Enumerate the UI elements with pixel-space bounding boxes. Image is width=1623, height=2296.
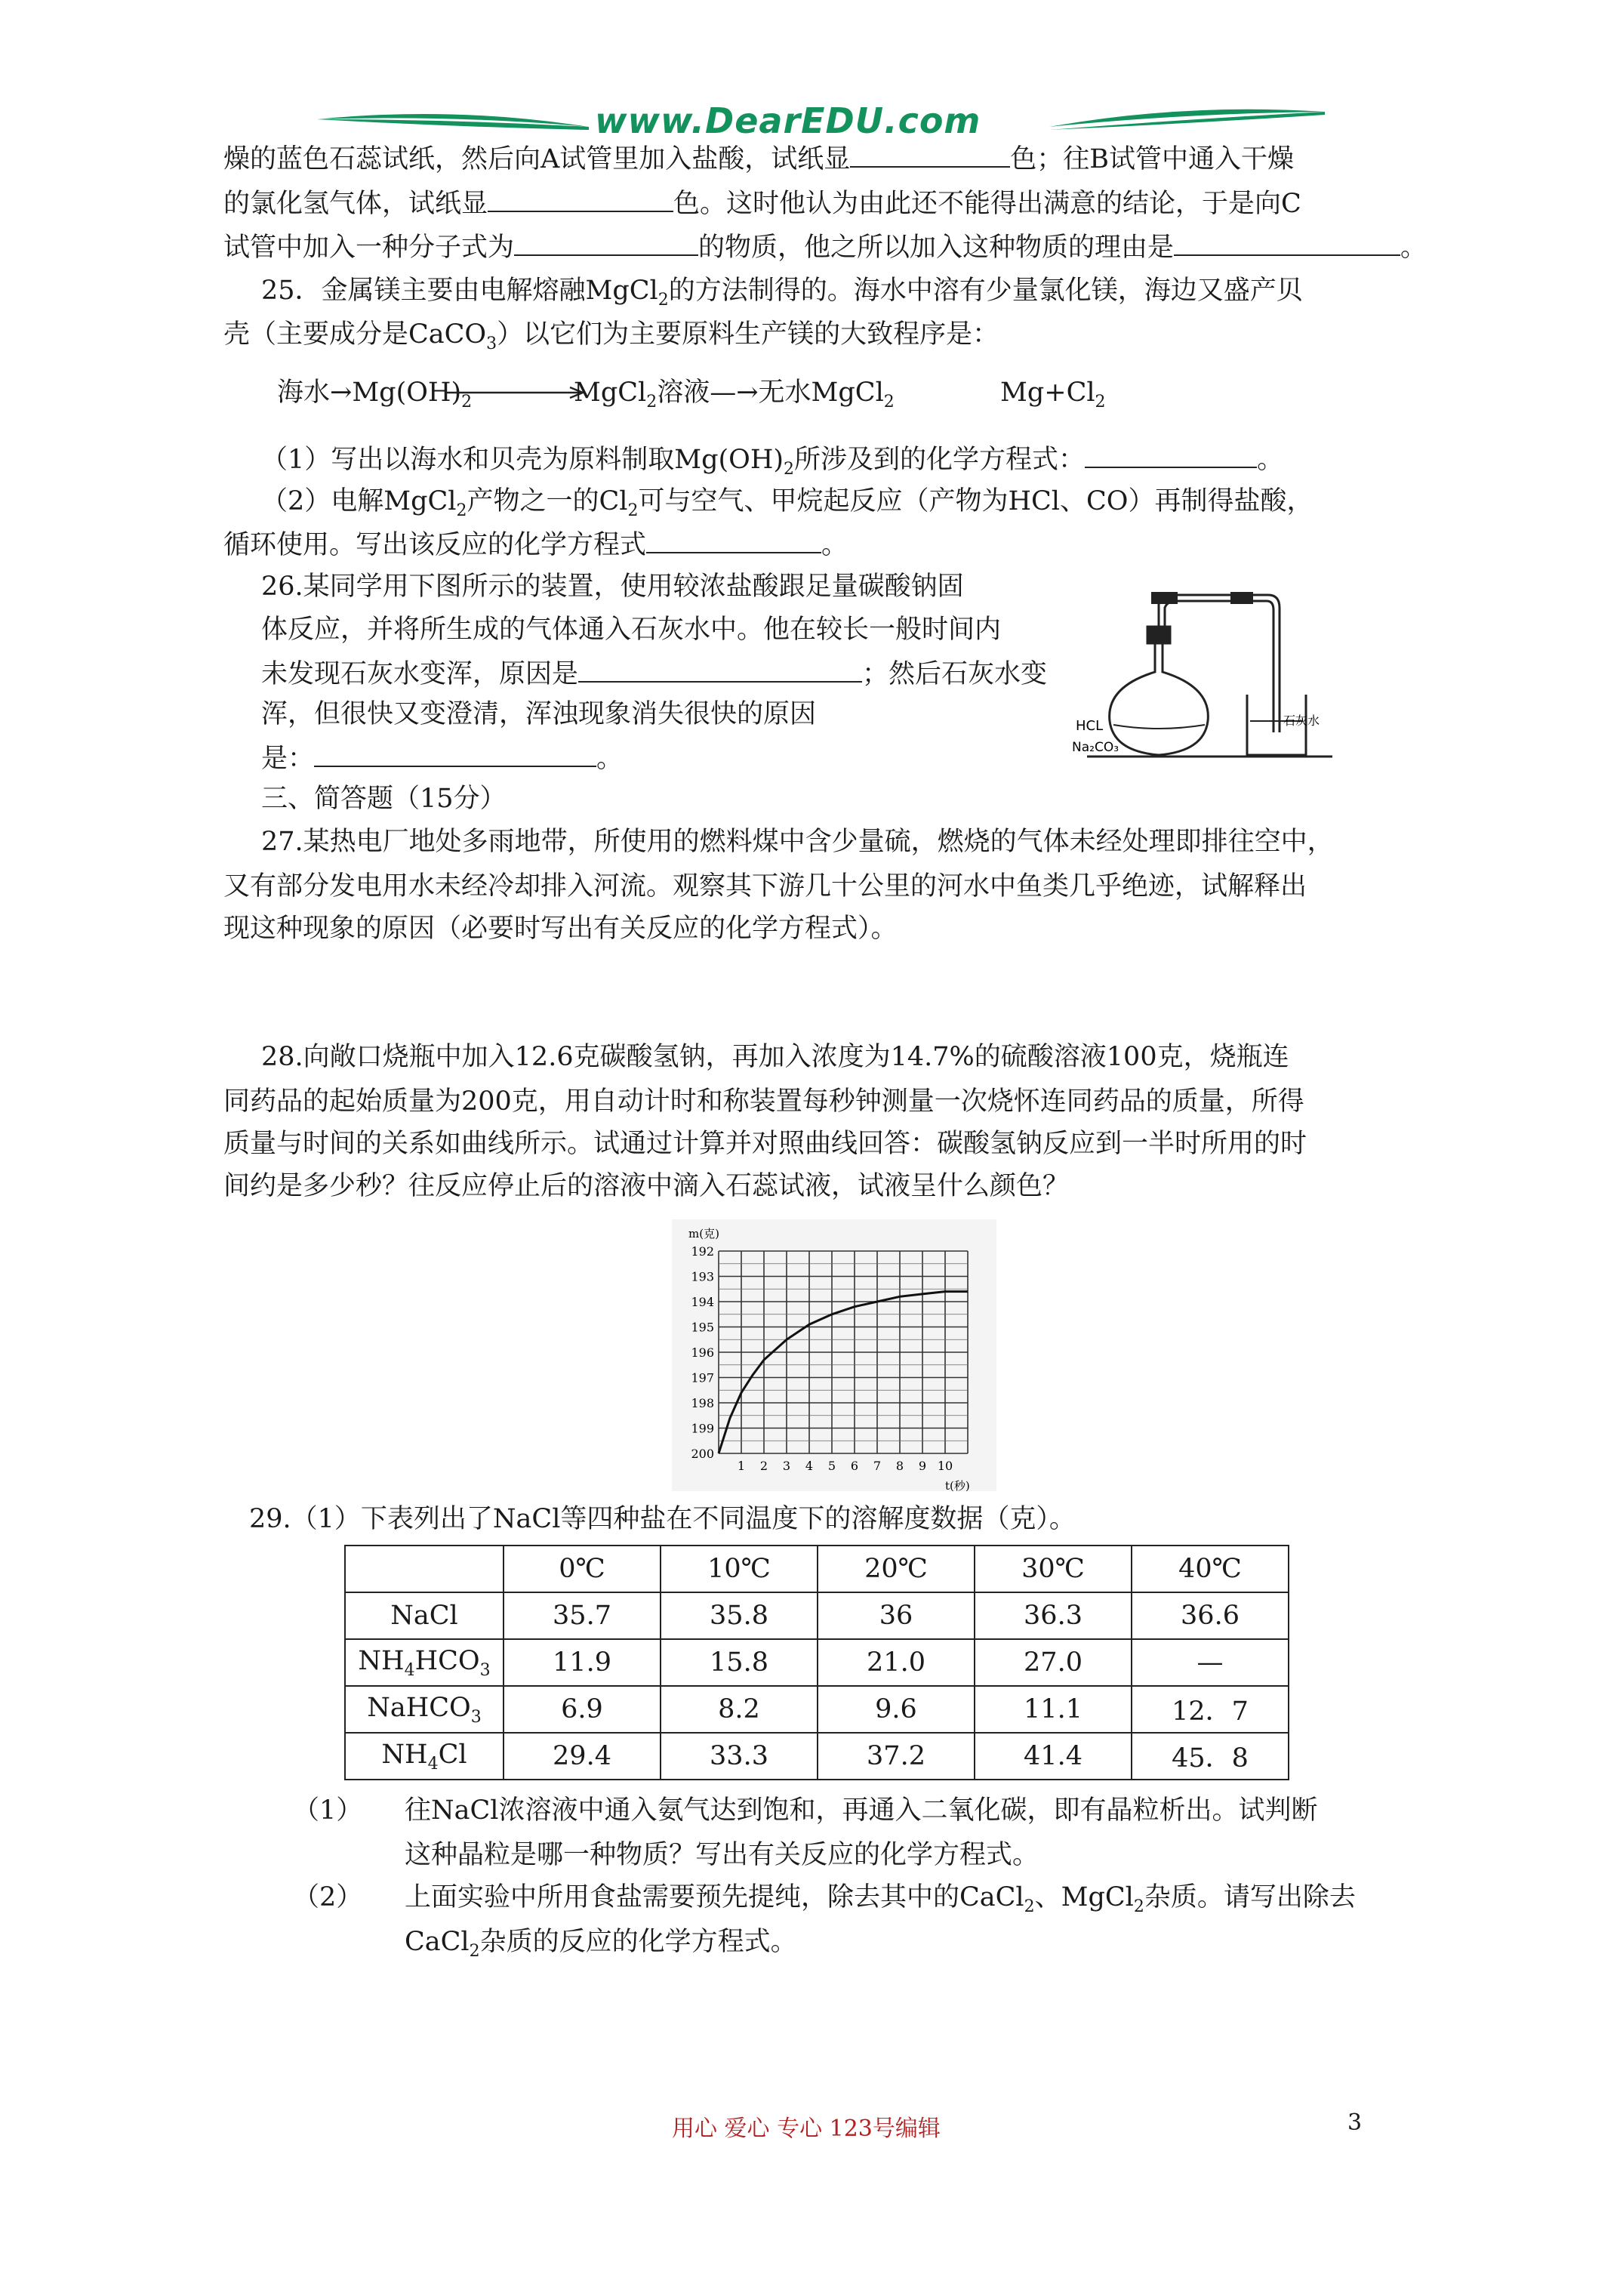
text: 杂质的反应的化学方程式。 bbox=[479, 1927, 797, 1957]
text: 海水→Mg(OH) bbox=[277, 378, 462, 408]
table-row bbox=[345, 1639, 1289, 1686]
q26-line-3 bbox=[261, 654, 1047, 693]
q29-intro: 29.（1）下表列出了NaCl等四种盐在不同温度下的溶解度数据（克）。 bbox=[249, 1504, 1076, 1534]
text: ；然后石灰水变 bbox=[862, 659, 1048, 689]
subscript: 3 bbox=[479, 1660, 491, 1680]
text: CaCl bbox=[405, 1927, 470, 1957]
y-tick-label: 195 bbox=[691, 1320, 714, 1335]
text: 可与空气、甲烷起反应（产物为HCl、CO）再制得盐酸， bbox=[638, 486, 1313, 516]
text: 。 bbox=[1257, 445, 1284, 475]
x-tick-label: 9 bbox=[918, 1459, 927, 1473]
y-tick-label: 198 bbox=[691, 1396, 714, 1410]
q25-flow bbox=[277, 374, 472, 421]
text: Mg+Cl bbox=[1000, 378, 1095, 408]
subscript: 2 bbox=[784, 460, 795, 479]
table-cell: 11.1 bbox=[975, 1686, 1132, 1733]
table-header-row bbox=[345, 1546, 1289, 1592]
answer-blank[interactable] bbox=[1174, 227, 1400, 256]
x-axis-label: t(秒) bbox=[945, 1479, 970, 1491]
q28-line-1: 28.向敞口烧瓶中加入12.6克碳酸氢钠，再加入浓度为14.7%的硫酸溶液100克，烧瓶连 bbox=[261, 1042, 1289, 1072]
text: 循环使用。写出该反应的化学方程式 bbox=[223, 530, 647, 560]
q24-line-3 bbox=[223, 227, 1427, 267]
table-header-cell bbox=[345, 1546, 504, 1592]
subscript: 2 bbox=[883, 393, 895, 411]
y-axis-label: m(克) bbox=[688, 1227, 719, 1240]
text: 。 bbox=[821, 530, 848, 560]
table-cell: — bbox=[1132, 1639, 1289, 1686]
q26-line-4: 浑，但很快又变澄清，浑浊现象消失很快的原因 bbox=[261, 699, 817, 729]
answer-blank[interactable] bbox=[850, 139, 1010, 168]
x-tick-label: 10 bbox=[937, 1459, 953, 1473]
text: （1）写出以海水和贝壳为原料制取Mg(OH) bbox=[261, 445, 784, 475]
q24-line-2 bbox=[223, 183, 1301, 223]
q26-line-5 bbox=[261, 738, 623, 778]
subscript: 2 bbox=[646, 393, 658, 411]
text: ）以它们为主要原料生产镁的大致程序是： bbox=[497, 319, 999, 350]
q24-line-1 bbox=[223, 139, 1294, 178]
table-cell: 6.9 bbox=[504, 1686, 661, 1733]
subscript: 2 bbox=[1095, 393, 1106, 411]
q29-item1-num: （1） bbox=[293, 1795, 363, 1826]
table-header-cell: 20℃ bbox=[818, 1546, 975, 1592]
y-tick-label: 194 bbox=[691, 1295, 714, 1309]
salt-cell bbox=[345, 1592, 504, 1639]
salt-name: NaHCO bbox=[367, 1692, 471, 1723]
table-cell: 29.4 bbox=[504, 1733, 661, 1780]
subscript: 2 bbox=[1133, 1897, 1144, 1916]
q25-sub-1 bbox=[261, 439, 1283, 488]
x-tick-label: 7 bbox=[873, 1459, 882, 1473]
subscript: 2 bbox=[461, 393, 473, 411]
table-cell: 11.9 bbox=[504, 1639, 661, 1686]
subscript: 2 bbox=[1024, 1897, 1035, 1916]
text: 壳（主要成分是CaCO bbox=[223, 319, 487, 350]
q29-item1-b: 这种晶粒是哪一种物质？写出有关反应的化学方程式。 bbox=[405, 1840, 1039, 1870]
salt-name: NaCl bbox=[390, 1601, 458, 1631]
text: 所涉及到的化学方程式： bbox=[794, 445, 1086, 475]
text: 、MgCl bbox=[1034, 1882, 1134, 1912]
na2co3-label: Na₂CO₃ bbox=[1072, 740, 1119, 755]
q26-line-1: 26.某同学用下图所示的装置，使用较浓盐酸跟足量碳酸钠固 bbox=[261, 572, 964, 602]
table-header-cell: 0℃ bbox=[504, 1546, 661, 1592]
section-title: 三、简答题（15分） bbox=[261, 784, 507, 814]
table-cell: 35.7 bbox=[504, 1592, 661, 1639]
text: 燥的蓝色石蕊试纸，然后向A试管里加入盐酸，试纸显 bbox=[223, 144, 851, 174]
x-tick-label: 1 bbox=[737, 1459, 746, 1473]
salt-name: NH bbox=[358, 1645, 405, 1676]
table-cell: 37.2 bbox=[818, 1733, 975, 1780]
hcl-label: HCL bbox=[1076, 718, 1104, 734]
text: 未发现石灰水变浑，原因是 bbox=[261, 659, 579, 689]
table-cell: 35.8 bbox=[661, 1592, 818, 1639]
text: 的氯化氢气体，试纸显 bbox=[223, 189, 488, 219]
q26-line-2: 体反应，并将所生成的气体通入石灰水中。他在较长一般时间内 bbox=[261, 615, 1002, 645]
text: 色；往B试管中通入干燥 bbox=[1010, 144, 1295, 174]
text: 杂质。请写出除去 bbox=[1144, 1882, 1356, 1912]
text: 溶液—→无水MgCl bbox=[657, 378, 884, 408]
q27-line-3: 现这种现象的原因（必要时写出有关反应的化学方程式）。 bbox=[223, 914, 898, 944]
subscript: 2 bbox=[469, 1942, 480, 1961]
x-tick-label: 8 bbox=[895, 1459, 904, 1473]
subscript: 4 bbox=[404, 1660, 415, 1680]
flow-arrow-icon bbox=[445, 381, 589, 404]
table-cell: 12．7 bbox=[1132, 1686, 1289, 1733]
x-tick-label: 6 bbox=[850, 1459, 859, 1473]
table-row bbox=[345, 1733, 1289, 1780]
salt-cell bbox=[345, 1686, 504, 1733]
site-logo: www.DearEDU.com bbox=[595, 100, 981, 141]
answer-blank[interactable] bbox=[578, 654, 862, 683]
table-header-cell: 30℃ bbox=[975, 1546, 1132, 1592]
y-tick-label: 197 bbox=[691, 1370, 714, 1385]
table-cell: 36.3 bbox=[975, 1592, 1132, 1639]
x-tick-label: 2 bbox=[759, 1459, 768, 1473]
q25-sub-2b bbox=[223, 525, 848, 564]
y-tick-label: 199 bbox=[691, 1421, 714, 1436]
q25-flow-d bbox=[1000, 374, 1106, 421]
answer-blank[interactable] bbox=[314, 738, 596, 767]
table-cell: 36 bbox=[818, 1592, 975, 1639]
q28-line-2: 同药品的起始质量为200克，用自动计时和称装置每秒钟测量一次烧怀连同药品的质量，所得 bbox=[223, 1086, 1304, 1117]
apparatus-figure bbox=[1072, 581, 1336, 763]
salt-cell bbox=[345, 1639, 504, 1686]
text: 。 bbox=[596, 744, 624, 774]
text: 色。这时他认为由此还不能得出满意的结论，于是向C bbox=[673, 189, 1301, 219]
q25-line-2 bbox=[223, 316, 999, 363]
y-tick-label: 200 bbox=[691, 1447, 714, 1461]
table-row bbox=[345, 1592, 1289, 1639]
x-tick-label: 4 bbox=[805, 1459, 814, 1473]
q29-item1-a: 往NaCl浓溶液中通入氨气达到饱和，再通入二氧化碳，即有晶粒析出。试判断 bbox=[405, 1795, 1318, 1826]
q25-line-1 bbox=[261, 272, 1303, 319]
table-cell: 45．8 bbox=[1132, 1733, 1289, 1780]
table-cell: 33.3 bbox=[661, 1733, 818, 1780]
y-tick-label: 196 bbox=[691, 1345, 714, 1360]
text: 的物质，他之所以加入这种物质的理由是 bbox=[698, 233, 1175, 263]
table-cell: 9.6 bbox=[818, 1686, 975, 1733]
salt-name: Cl bbox=[438, 1739, 467, 1770]
text: 产物之一的Cl bbox=[467, 486, 628, 516]
answer-blank[interactable] bbox=[488, 183, 673, 212]
x-tick-label: 3 bbox=[782, 1459, 791, 1473]
q27-line-1: 27.某热电厂地处多雨地带，所使用的燃料煤中含少量硫，燃烧的气体未经处理即排往空中， bbox=[261, 827, 1334, 857]
page-number: 3 bbox=[1347, 2110, 1363, 2136]
solubility-table bbox=[344, 1545, 1289, 1780]
salt-cell bbox=[345, 1733, 504, 1780]
subscript: 2 bbox=[456, 501, 467, 520]
q29-item2-b bbox=[405, 1923, 797, 1971]
q25-sub-2 bbox=[261, 482, 1313, 530]
y-tick-label: 192 bbox=[691, 1244, 714, 1259]
table-row bbox=[345, 1686, 1289, 1733]
table-header-cell: 10℃ bbox=[661, 1546, 818, 1592]
salt-name: HCO bbox=[414, 1645, 480, 1676]
subscript: 3 bbox=[486, 334, 497, 353]
mass-time-chart bbox=[672, 1219, 996, 1491]
subscript: 2 bbox=[658, 291, 669, 310]
q29-item2-num: （2） bbox=[293, 1882, 363, 1912]
q28-line-3: 质量与时间的关系如曲线所示。试通过计算并对照曲线回答：碳酸氢钠反应到一半时所用的时 bbox=[223, 1129, 1307, 1159]
flask-apparatus-icon bbox=[1072, 581, 1336, 763]
salt-name: NH bbox=[381, 1739, 428, 1770]
table-cell: 8.2 bbox=[661, 1686, 818, 1733]
table-cell: 41.4 bbox=[975, 1733, 1132, 1780]
subscript: 4 bbox=[427, 1754, 439, 1774]
footer-editor: 用心 爱心 专心 123号编辑 bbox=[672, 2116, 941, 2142]
q27-line-2: 又有部分发电用水未经冷却排入河流。观察其下游几十公里的河水中鱼类几乎绝迹，试解释出 bbox=[223, 871, 1307, 901]
q28-line-4: 间约是多少秒？往反应停止后的溶液中滴入石蕊试液，试液呈什么颜色？ bbox=[223, 1171, 1070, 1201]
limewater-label: 石灰水 bbox=[1283, 713, 1320, 728]
text: 是： bbox=[261, 744, 315, 774]
text: 试管中加入一种分子式为 bbox=[223, 233, 515, 263]
table-header-cell: 40℃ bbox=[1132, 1546, 1289, 1592]
text: 。 bbox=[1400, 233, 1427, 263]
text: 的方法制得的。海水中溶有少量氯化镁，海边又盛产贝 bbox=[668, 276, 1303, 306]
text: （2）电解MgCl bbox=[261, 486, 457, 516]
answer-blank[interactable] bbox=[514, 227, 698, 256]
chart-svg bbox=[672, 1219, 996, 1491]
table-cell: 15.8 bbox=[661, 1639, 818, 1686]
y-tick-label: 193 bbox=[691, 1269, 714, 1284]
x-tick-label: 5 bbox=[827, 1459, 836, 1473]
text: MgCl bbox=[574, 378, 647, 408]
text: 25．金属镁主要由电解熔融MgCl bbox=[261, 276, 658, 306]
table-cell: 27.0 bbox=[975, 1639, 1132, 1686]
table-cell: 36.6 bbox=[1132, 1592, 1289, 1639]
text: 上面实验中所用食盐需要预先提纯，除去其中的CaCl bbox=[405, 1882, 1024, 1912]
subscript: 3 bbox=[470, 1707, 482, 1727]
subscript: 2 bbox=[627, 501, 639, 520]
mass-curve bbox=[719, 1292, 968, 1453]
answer-blank[interactable] bbox=[1085, 439, 1257, 468]
q25-flow-b bbox=[574, 374, 895, 421]
q29-item2-a bbox=[405, 1878, 1356, 1926]
table-cell: 21.0 bbox=[818, 1639, 975, 1686]
answer-blank[interactable] bbox=[646, 525, 821, 553]
